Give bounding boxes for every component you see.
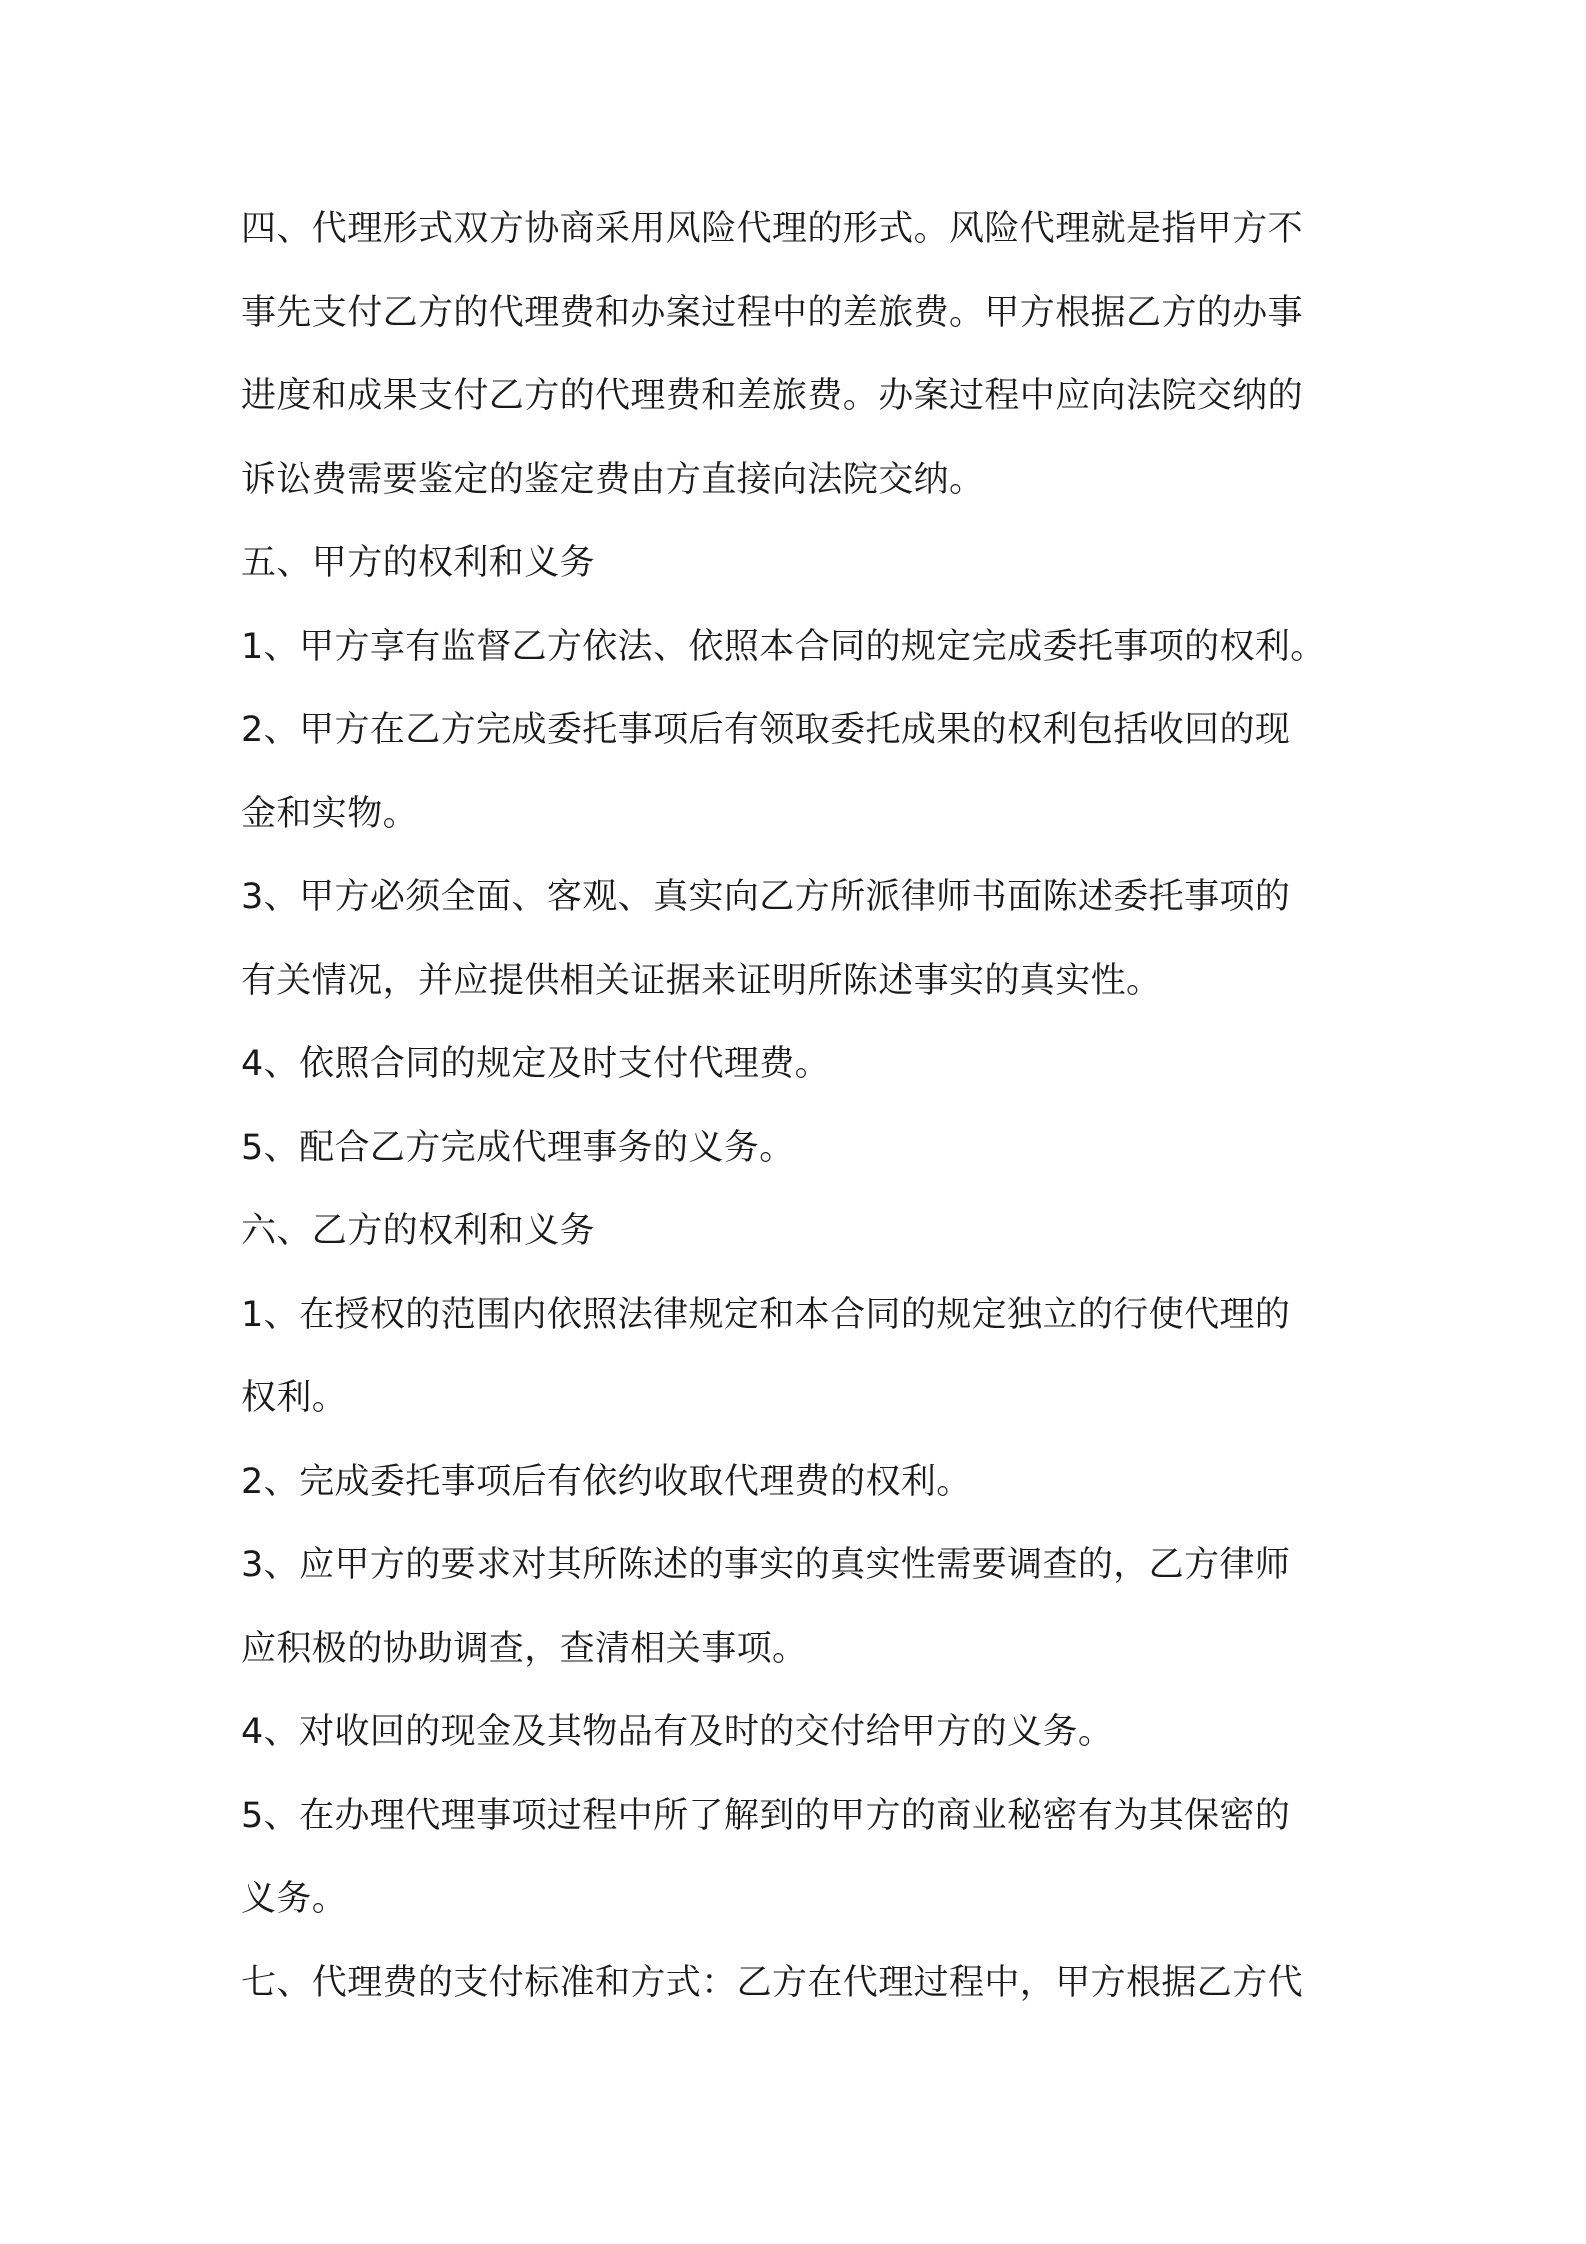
party-a-item-3: 3、甲方必须全面、客观、真实向乙方所派律师书面陈述委托事项的 有关情况，并应提供相关证据来证明所陈述事实的真实性。: [241, 877, 1291, 1001]
party-a-item-4: 4、依照合同的规定及时支付代理费。: [241, 1044, 831, 1084]
party-b-item-1: 1、在授权的范围内依照法律规定和本合同的规定独立的行使代理的 权利。: [241, 1294, 1291, 1418]
party-a-item-5: 5、配合乙方完成代理事务的义务。: [241, 1127, 795, 1168]
party-b-item-5: 5、在办理代理事项过程中所了解到的甲方的商业秘密有为其保密的 义务。: [241, 1795, 1291, 1919]
party-a-item-2: 2、甲方在乙方完成委托事项后有领取委托成果的权利包括收回的现 金和实物。: [241, 710, 1291, 834]
party-b-item-4: 4、对收回的现金及其物品有及时的交付给甲方的义务。: [241, 1712, 1114, 1752]
party-b-item-3: 3、应甲方的要求对其所陈述的事实的真实性需要调查的，乙方律师 应积极的协助调查，查清相关事项。: [241, 1545, 1291, 1669]
paragraph-agency-form: 四、代理形式双方协商采用风险代理的形式。风险代理就是指甲方不 事先支付乙方的代理费和办案过程中的差旅费。甲方根据乙方的办事 进度和成果支付乙方的代理费和差旅费。办案过程中应向法院交纳的 诉讼费需要鉴定的鉴定费由方直接向法院交纳。: [241, 209, 1304, 500]
party-b-item-2: 2、完成委托事项后有依约收取代理费的权利。: [241, 1461, 972, 1502]
paragraph-fee-standard: 七、代理费的支付标准和方式：乙方在代理过程中，甲方根据乙方代: [241, 1962, 1304, 2003]
heading-party-a-rights: 五、甲方的权利和义务: [241, 543, 596, 583]
heading-party-b-rights: 六、乙方的权利和义务: [241, 1211, 596, 1251]
party-a-item-1: 1、甲方享有监督乙方依法、依照本合同的规定完成委托事项的权利。: [241, 626, 1326, 667]
contract-body: [241, 188, 1371, 2025]
